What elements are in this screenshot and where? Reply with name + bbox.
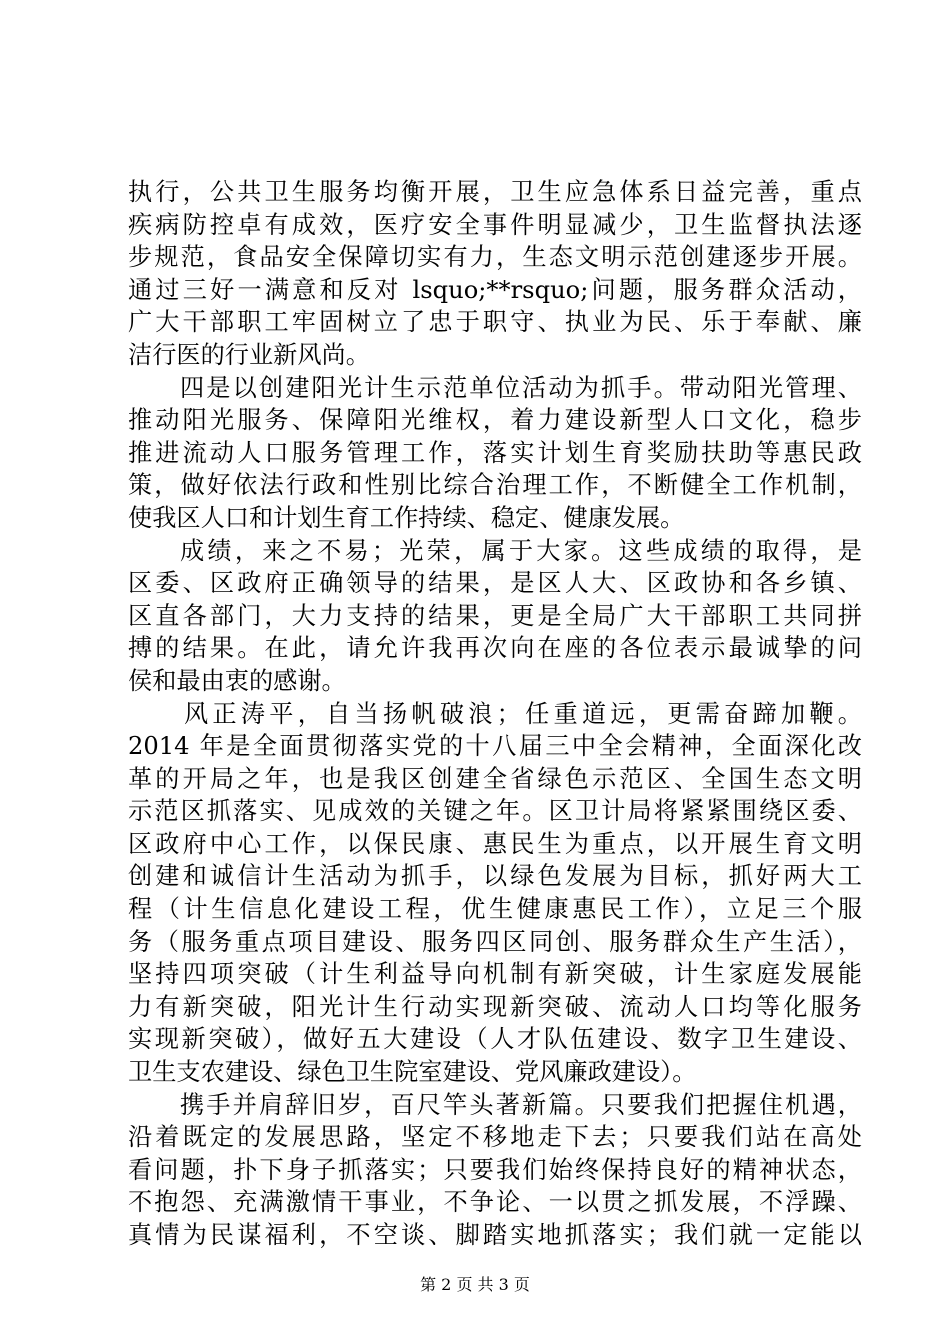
text-line: 使我区人口和计划生育工作持续、稳定、健康发展。 (128, 503, 685, 532)
text-line: 步规范，食品安全保障切实有力，生态文明示范创建逐步开展。 (128, 243, 862, 272)
text-line: 区政府中心工作，以保民康、惠民生为重点，以开展生育文明 (128, 829, 862, 858)
text-line: 程（计生信息化建设工程，优生健康惠民工作），立足三个服 (128, 895, 862, 924)
text-line: 策，做好依法行政和性别比综合治理工作，不断健全工作机制， (128, 471, 862, 500)
text-line: 革的开局之年，也是我区创建全省绿色示范区、全国生态文明 (128, 764, 862, 793)
text-line: 务（服务重点项目建设、服务四区同创、服务群众生产生活）， (128, 927, 862, 956)
text-line: 2014 年是全面贯彻落实党的十八届三中全会精神，全面深化改 (128, 732, 862, 761)
text-line: 看问题，扑下身子抓落实；只要我们始终保持良好的精神状态， (128, 1155, 862, 1184)
text-line: 沿着既定的发展思路，坚定不移地走下去；只要我们站在高处 (128, 1123, 862, 1152)
page-footer: 第 2 页 共 3 页 (420, 1275, 530, 1294)
text-line: 示范区抓落实、见成效的关键之年。区卫计局将紧紧围绕区委、 (128, 797, 862, 826)
text-line: 执行，公共卫生服务均衡开展，卫生应急体系日益完善，重点 (128, 178, 862, 206)
text-line: 通过三好一满意和反对 lsquo;**rsquo;问题，服务群众活动， (128, 275, 862, 304)
text-line: 真情为民谋福利，不空谈、脚踏实地抓落实；我们就一定能以 (128, 1221, 862, 1249)
text-line: 实现新突破），做好五大建设（人才队伍建设、数字卫生建设、 (128, 1025, 862, 1054)
text-line: 坚持四项突破（计生利益导向机制有新突破，计生家庭发展能 (128, 960, 862, 989)
text-line: 侯和最由衷的感谢。 (128, 666, 346, 695)
text-line: 风正涛平，自当扬帆破浪；任重道远，更需奋蹄加鞭。 (184, 699, 862, 728)
text-line: 四是以创建阳光计生示范单位活动为抓手。带动阳光管理、 (180, 373, 862, 402)
text-line: 搏的结果。在此，请允许我再次向在座的各位表示最诚挚的问 (128, 634, 862, 663)
text-line: 区委、区政府正确领导的结果，是区人大、区政协和各乡镇、 (128, 569, 862, 598)
text-line: 成绩，来之不易；光荣，属于大家。这些成绩的取得，是 (180, 536, 862, 565)
text-line: 卫生支农建设、绿色卫生院室建设、党风廉政建设）。 (128, 1058, 697, 1087)
body-text (128, 176, 862, 1252)
text-line: 疾病防控卓有成效，医疗安全事件明显减少，卫生监督执法逐 (128, 210, 862, 239)
text-line: 推动阳光服务、保障阳光维权，着力建设新型人口文化，稳步 (128, 406, 862, 435)
text-line: 区直各部门，大力支持的结果，更是全局广大干部职工共同拼 (128, 601, 862, 630)
text-line: 创建和诚信计生活动为抓手，以绿色发展为目标，抓好两大工 (128, 862, 862, 891)
text-line: 力有新突破，阳光计生行动实现新突破、流动人口均等化服务 (128, 992, 862, 1021)
text-line: 推进流动人口服务管理工作，落实计划生育奖励扶助等惠民政 (128, 438, 862, 467)
text-line: 洁行医的行业新风尚。 (128, 340, 370, 369)
text-line: 不抱怨、充满激情干事业，不争论、一以贯之抓发展，不浮躁、 (128, 1188, 862, 1217)
text-line: 携手并肩辞旧岁，百尺竿头著新篇。只要我们把握住机遇， (180, 1090, 862, 1119)
text-line: 广大干部职工牢固树立了忠于职守、执业为民、乐于奉献、廉 (128, 308, 862, 337)
